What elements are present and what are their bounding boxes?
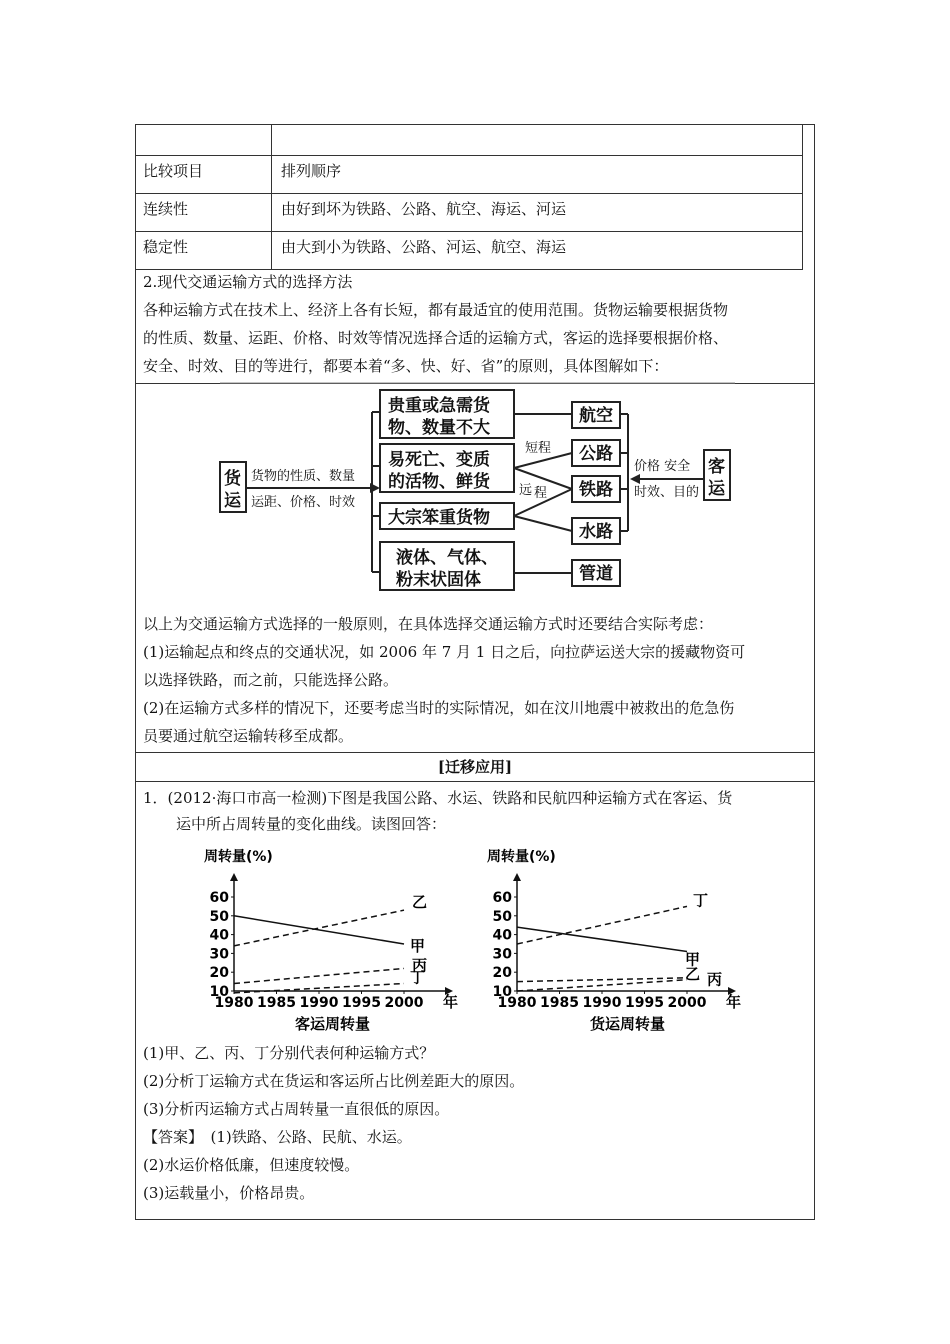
x-axis-label: 年 [443,993,459,1011]
y-tick-label: 50 [209,908,229,925]
short-distance-label: 短程 [525,441,552,456]
passenger-char: 运 [708,479,725,499]
long-distance-label: 程 [534,486,548,501]
x-axis-label: 年 [726,993,742,1011]
long-distance-label: 远 [519,483,533,498]
cargo-label: 物、数量不大 [388,418,490,438]
cargo-label: 的活物、鲜货 [388,472,490,492]
table-cell-order: 由好到坏为铁路、公路、航空、海运、河运 [281,200,567,218]
y-tick-label: 20 [209,965,229,982]
questions-and-answers [143,1039,808,1207]
x-tick-label: 2000 [384,995,424,1011]
y-tick-label: 30 [209,946,229,963]
freight-criteria: 货物的性质、数量 [251,469,356,484]
cargo-label: 大宗笨重货物 [388,508,490,528]
y-tick-label: 50 [492,908,512,925]
series-line [517,927,687,951]
series-label: 丁 [693,891,709,910]
table-cell-item: 稳定性 [143,238,189,256]
sub-question: (3)分析丙运输方式占周转量一直很低的原因。 [143,1100,450,1118]
notes-line: 以选择铁路，而之前，只能选择公路。 [143,671,399,689]
y-tick-label: 40 [209,927,229,944]
chart-title: 货运周转量 [590,1015,666,1033]
y-axis-label: 周转量(%) [487,849,556,865]
answer-line: (2)水运价格低廉，但速度较慢。 [143,1156,360,1174]
section2-title: 2.现代交通运输方式的选择方法 [143,273,353,291]
passenger-char: 客 [708,457,725,477]
section2-line: 安全、时效、目的等进行，都要本着“多、快、好、省”的原则，具体图解如下： [143,357,669,375]
chart-title: 客运周转量 [295,1015,371,1033]
x-tick-label: 1980 [214,995,254,1011]
x-tick-label: 1985 [257,995,296,1011]
x-tick-label: 1990 [582,995,622,1011]
transfer-title: [迁移应用] [437,758,513,776]
y-axis-arrow [230,873,238,881]
x-tick-label: 1995 [625,995,664,1011]
question-stem: 运中所占周转量的变化曲线。读图回答： [176,815,447,833]
y-tick-label: 60 [492,890,512,906]
x-tick-label: 2000 [667,995,707,1011]
y-tick-label: 10 [209,984,229,1000]
mode-label-rail: 铁路 [579,480,613,500]
table-cell-item: 连续性 [143,200,189,218]
notes-intro: 以上为交通运输方式选择的一般原则，在具体选择交通运输方式时还要结合实际考虑： [143,615,714,633]
mode-label-air: 航空 [579,406,613,426]
series-label: 甲 [685,950,701,969]
passenger-criteria: 价格 安全 [634,459,691,474]
series-label: 甲 [410,937,426,955]
x-tick-label: 1985 [540,995,579,1011]
series-label: 丙 [412,956,428,975]
table-cell-order: 由大到小为铁路、公路、河运、航空、海运 [281,238,567,256]
sub-question: (2)分析丁运输方式在货运和客运所占比例差距大的原因。 [143,1072,525,1090]
x-tick-label: 1990 [299,995,339,1011]
series-line [234,916,404,944]
section2-line: 各种运输方式在技术上、经济上各有长短，都有最适宜的使用范围。货物运输要根据货物 [143,301,729,319]
series-label: 丙 [707,970,723,989]
freight-char: 货 [224,469,241,489]
mode-label-water: 水路 [579,522,613,542]
y-axis-arrow [513,873,521,881]
table-cell-item: 比较项目 [143,162,204,180]
x-tick-label: 1995 [342,995,381,1011]
series-line [517,906,687,944]
question-stem: 1．(2012·海口市高一检测)下图是我国公路、水运、铁路和民航四种运输方式在客运、货 [143,789,733,807]
series-line [234,968,404,983]
table-cell-order: 排列顺序 [281,162,342,180]
passenger-criteria: 时效、目的 [634,485,700,500]
y-tick-label: 30 [492,946,512,963]
cargo-label: 粉末状固体 [396,570,481,590]
mode-label-road: 公路 [579,444,613,464]
y-tick-label: 40 [492,927,512,944]
section2-line: 的性质、数量、运距、价格、时效等情况选择合适的运输方式，客运的选择要根据价格、 [143,329,729,347]
notes-line: (1)运输起点和终点的交通状况，如 2006 年 7 月 1 日之后，向拉萨运送大宗的援藏物资可 [143,643,746,661]
notes-line: (2)在运输方式多样的情况下，还要考虑当时的实际情况，如在汶川地震中被救出的危急伤 [143,699,735,717]
series-label: 丁 [410,968,426,987]
sub-question: (1)甲、乙、丙、丁分别代表何种运输方式？ [143,1044,435,1062]
y-axis-label: 周转量(%) [204,849,273,865]
mode-label-pipeline: 管道 [579,564,613,584]
y-tick-label: 20 [492,965,512,982]
x-tick-label: 1980 [497,995,537,1011]
answer-line: (3)运载量小，价格昂贵。 [143,1184,315,1202]
series-label: 乙 [412,893,428,912]
cargo-label: 易死亡、变质 [388,450,490,470]
cargo-label: 贵重或急需货 [388,396,490,416]
notes-line: 员要通过航空运输转移至成都。 [143,727,354,745]
y-tick-label: 60 [209,890,229,906]
series-label: 乙 [685,964,701,983]
freight-char: 运 [224,491,241,511]
y-tick-label: 10 [492,984,512,1000]
cargo-label: 液体、气体、 [396,548,498,568]
freight-criteria: 运距、价格、时效 [251,495,356,510]
answer-line: 【答案】 (1)铁路、公路、民航、水运。 [143,1128,412,1146]
